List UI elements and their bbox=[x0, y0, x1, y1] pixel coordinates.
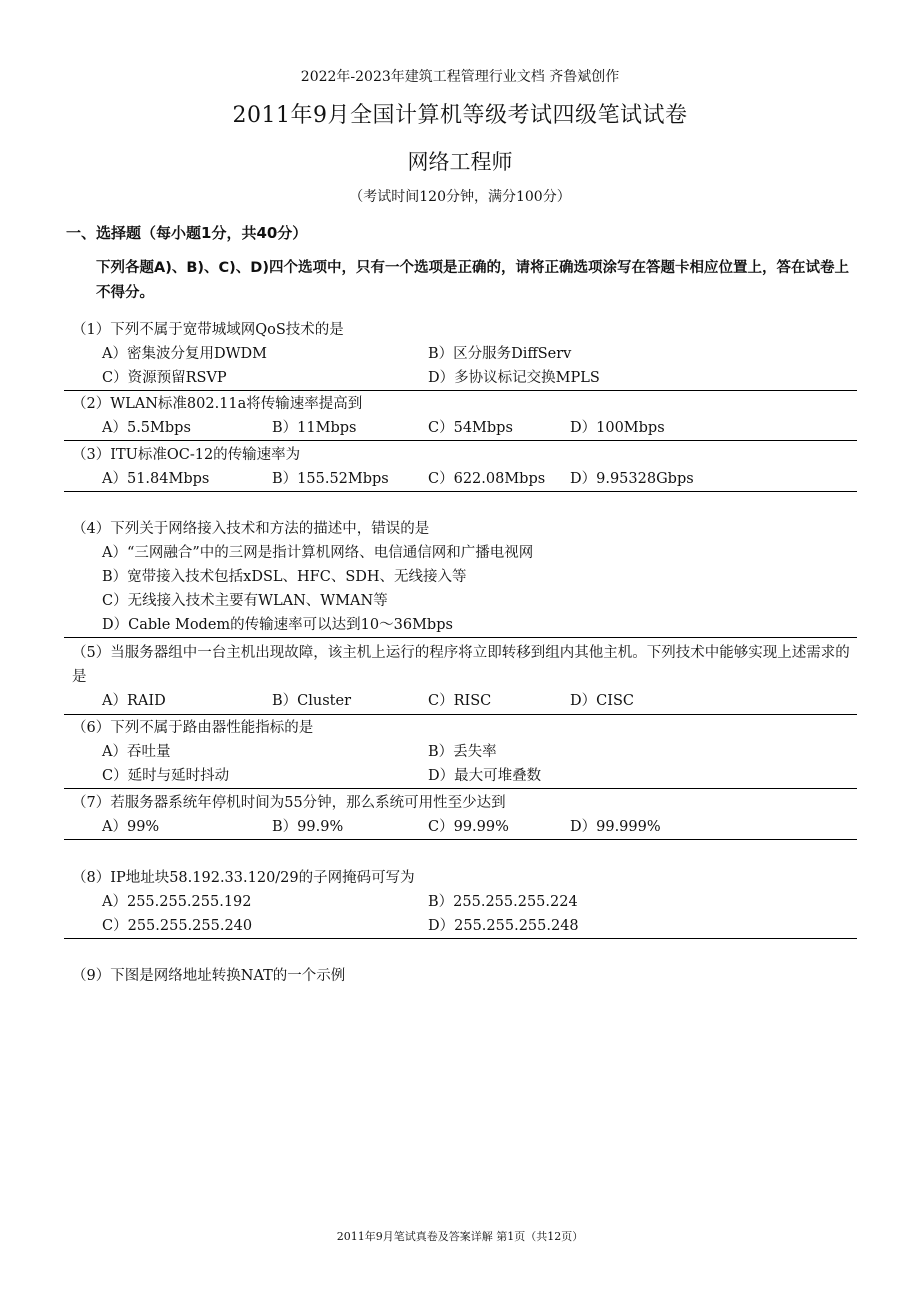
option-c: C）54Mbps bbox=[428, 420, 513, 436]
question-1 bbox=[64, 318, 857, 391]
question-9 bbox=[64, 964, 857, 988]
option-c: C）RISC bbox=[428, 693, 492, 709]
question-4 bbox=[64, 517, 857, 638]
question-2 bbox=[64, 392, 857, 441]
option-b: B）155.52Mbps bbox=[272, 471, 389, 487]
option-b: B）区分服务DiffServ bbox=[428, 346, 572, 362]
question-stem: （5）当服务器组中一台主机出现故障，该主机上运行的程序将立即转移到组内其他主机。下列技术中能够实现上述需求的是 bbox=[72, 645, 850, 685]
question-8 bbox=[64, 866, 857, 939]
section-instruction: 下列各题A)、B)、C)、D)四个选项中，只有一个选项是正确的，请将正确选项涂写在答题卡相应位置上，答在试卷上不得分。 bbox=[96, 260, 849, 301]
option-a: A）255.255.255.192 bbox=[102, 894, 252, 910]
option-d: D）99.999% bbox=[570, 819, 661, 835]
option-b: B）11Mbps bbox=[272, 420, 357, 436]
option-a: A）5.5Mbps bbox=[102, 420, 191, 436]
option-b: B）99.9% bbox=[272, 819, 344, 835]
question-stem: （7）若服务器系统年停机时间为55分钟，那么系统可用性至少达到 bbox=[72, 795, 506, 811]
option-a: A）吞吐量 bbox=[102, 744, 171, 760]
option-c: C）资源预留RSVP bbox=[102, 370, 227, 386]
question-stem: （3）ITU标准OC-12的传输速率为 bbox=[72, 447, 301, 463]
option-d: D）100Mbps bbox=[570, 420, 665, 436]
exam-time-info: （考试时间120分钟，满分100分） bbox=[349, 189, 571, 205]
option-a: A）51.84Mbps bbox=[102, 471, 210, 487]
option-a: A）99% bbox=[102, 819, 160, 835]
question-3 bbox=[64, 443, 857, 492]
question-stem: （1）下列不属于宽带城域网QoS技术的是 bbox=[72, 322, 344, 338]
option-b: B）Cluster bbox=[272, 693, 352, 709]
option-d: D）9.95328Gbps bbox=[570, 471, 694, 487]
question-stem: （8）IP地址块58.192.33.120/29的子网掩码可写为 bbox=[72, 870, 415, 886]
option-b: B）255.255.255.224 bbox=[428, 894, 578, 910]
page-subtitle: 网络工程师 bbox=[407, 150, 513, 174]
question-stem: （2）WLAN标准802.11a将传输速率提高到 bbox=[72, 396, 363, 412]
page-footer: 2011年9月笔试真卷及答案详解 第1页（共12页） bbox=[336, 1230, 584, 1243]
option-c: C）无线接入技术主要有WLAN、WMAN等 bbox=[102, 593, 388, 609]
option-b: B）宽带接入技术包括xDSL、HFC、SDH、无线接入等 bbox=[102, 569, 467, 585]
option-d: D）多协议标记交换MPLS bbox=[428, 370, 600, 386]
option-d: D）CISC bbox=[570, 693, 634, 709]
question-6 bbox=[64, 716, 857, 789]
question-5 bbox=[64, 641, 857, 715]
option-d: D）最大可堆叠数 bbox=[428, 768, 542, 784]
option-a: A）RAID bbox=[102, 693, 166, 709]
option-a: A）“三网融合”中的三网是指计算机网络、电信通信网和广播电视网 bbox=[102, 545, 534, 561]
option-d: D）255.255.255.248 bbox=[428, 918, 579, 934]
section-heading: 一、选择题（每小题1分，共40分） bbox=[66, 224, 308, 242]
question-stem: （9）下图是网络地址转换NAT的一个示例 bbox=[72, 968, 346, 984]
question-stem: （4）下列关于网络接入技术和方法的描述中，错误的是 bbox=[72, 521, 430, 537]
question-stem: （6）下列不属于路由器性能指标的是 bbox=[72, 720, 314, 736]
option-d: D）Cable Modem的传输速率可以达到10～36Mbps bbox=[102, 617, 453, 633]
option-c: C）255.255.255.240 bbox=[102, 918, 253, 934]
option-c: C）99.99% bbox=[428, 819, 509, 835]
option-c: C）622.08Mbps bbox=[428, 471, 546, 487]
question-7 bbox=[64, 791, 857, 840]
option-a: A）密集波分复用DWDM bbox=[102, 346, 267, 362]
option-b: B）丢失率 bbox=[428, 744, 497, 760]
top-note: 2022年-2023年建筑工程管理行业文档 齐鲁斌创作 bbox=[300, 69, 620, 85]
option-c: C）延时与延时抖动 bbox=[102, 768, 230, 784]
page-title: 2011年9月全国计算机等级考试四级笔试试卷 bbox=[232, 103, 688, 128]
